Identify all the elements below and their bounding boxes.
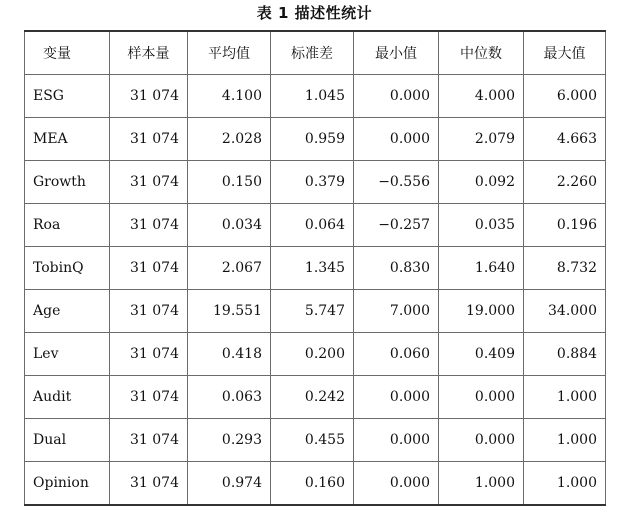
table-row (25, 419, 606, 462)
table-row (25, 290, 606, 333)
row-median: 2.079 (439, 118, 524, 161)
row-mean: 0.063 (188, 376, 271, 419)
row-max: 2.260 (524, 161, 606, 204)
header-std-dev: 标准差 (271, 31, 354, 75)
table-row (25, 118, 606, 161)
row-median: 19.000 (439, 290, 524, 333)
row-sample-size: 31 074 (110, 462, 188, 506)
row-sample-size: 31 074 (110, 161, 188, 204)
row-variable: TobinQ (25, 247, 110, 290)
row-sample-size: 31 074 (110, 419, 188, 462)
row-median: 0.035 (439, 204, 524, 247)
row-variable: Growth (25, 161, 110, 204)
row-std-dev: 1.045 (271, 75, 354, 118)
row-variable: Dual (25, 419, 110, 462)
row-min: 0.000 (354, 75, 439, 118)
table-row (25, 161, 606, 204)
row-max: 8.732 (524, 247, 606, 290)
row-max: 34.000 (524, 290, 606, 333)
row-min: 0.060 (354, 333, 439, 376)
header-max: 最大值 (524, 31, 606, 75)
row-mean: 0.034 (188, 204, 271, 247)
row-std-dev: 0.160 (271, 462, 354, 506)
row-std-dev: 0.200 (271, 333, 354, 376)
row-mean: 0.293 (188, 419, 271, 462)
row-std-dev: 1.345 (271, 247, 354, 290)
table-row (25, 376, 606, 419)
row-std-dev: 0.959 (271, 118, 354, 161)
row-std-dev: 0.379 (271, 161, 354, 204)
row-mean: 0.974 (188, 462, 271, 506)
row-max: 0.196 (524, 204, 606, 247)
row-median: 1.640 (439, 247, 524, 290)
row-variable: ESG (25, 75, 110, 118)
row-variable: Roa (25, 204, 110, 247)
row-mean: 2.067 (188, 247, 271, 290)
row-max: 1.000 (524, 419, 606, 462)
row-max: 1.000 (524, 462, 606, 506)
row-sample-size: 31 074 (110, 118, 188, 161)
row-max: 4.663 (524, 118, 606, 161)
table-row (25, 333, 606, 376)
row-variable: Opinion (25, 462, 110, 506)
row-median: 0.409 (439, 333, 524, 376)
header-variable: 变量 (25, 31, 110, 75)
row-median: 0.000 (439, 419, 524, 462)
row-mean: 2.028 (188, 118, 271, 161)
header-median: 中位数 (439, 31, 524, 75)
table-header-row (25, 31, 606, 75)
row-std-dev: 0.064 (271, 204, 354, 247)
table-row (25, 462, 606, 506)
row-median: 0.092 (439, 161, 524, 204)
row-std-dev: 0.455 (271, 419, 354, 462)
row-min: 7.000 (354, 290, 439, 333)
row-variable: Age (25, 290, 110, 333)
table-row (25, 204, 606, 247)
row-variable: MEA (25, 118, 110, 161)
row-sample-size: 31 074 (110, 290, 188, 333)
row-median: 1.000 (439, 462, 524, 506)
row-min: −0.556 (354, 161, 439, 204)
row-min: 0.000 (354, 376, 439, 419)
row-sample-size: 31 074 (110, 333, 188, 376)
header-mean: 平均值 (188, 31, 271, 75)
row-min: 0.000 (354, 462, 439, 506)
row-sample-size: 31 074 (110, 376, 188, 419)
row-mean: 0.418 (188, 333, 271, 376)
table-row (25, 247, 606, 290)
row-mean: 4.100 (188, 75, 271, 118)
row-min: 0.830 (354, 247, 439, 290)
table-row (25, 75, 606, 118)
row-mean: 0.150 (188, 161, 271, 204)
row-median: 4.000 (439, 75, 524, 118)
row-max: 1.000 (524, 376, 606, 419)
table-caption: 表 1 描述性统计 (256, 4, 373, 22)
row-median: 0.000 (439, 376, 524, 419)
row-min: 0.000 (354, 419, 439, 462)
row-min: −0.257 (354, 204, 439, 247)
row-variable: Audit (25, 376, 110, 419)
row-std-dev: 5.747 (271, 290, 354, 333)
row-std-dev: 0.242 (271, 376, 354, 419)
row-mean: 19.551 (188, 290, 271, 333)
row-min: 0.000 (354, 118, 439, 161)
header-min: 最小值 (354, 31, 439, 75)
row-max: 0.884 (524, 333, 606, 376)
header-sample-size: 样本量 (110, 31, 188, 75)
descriptive-statistics-table (24, 30, 606, 506)
row-sample-size: 31 074 (110, 75, 188, 118)
row-variable: Lev (25, 333, 110, 376)
row-sample-size: 31 074 (110, 247, 188, 290)
row-sample-size: 31 074 (110, 204, 188, 247)
row-max: 6.000 (524, 75, 606, 118)
